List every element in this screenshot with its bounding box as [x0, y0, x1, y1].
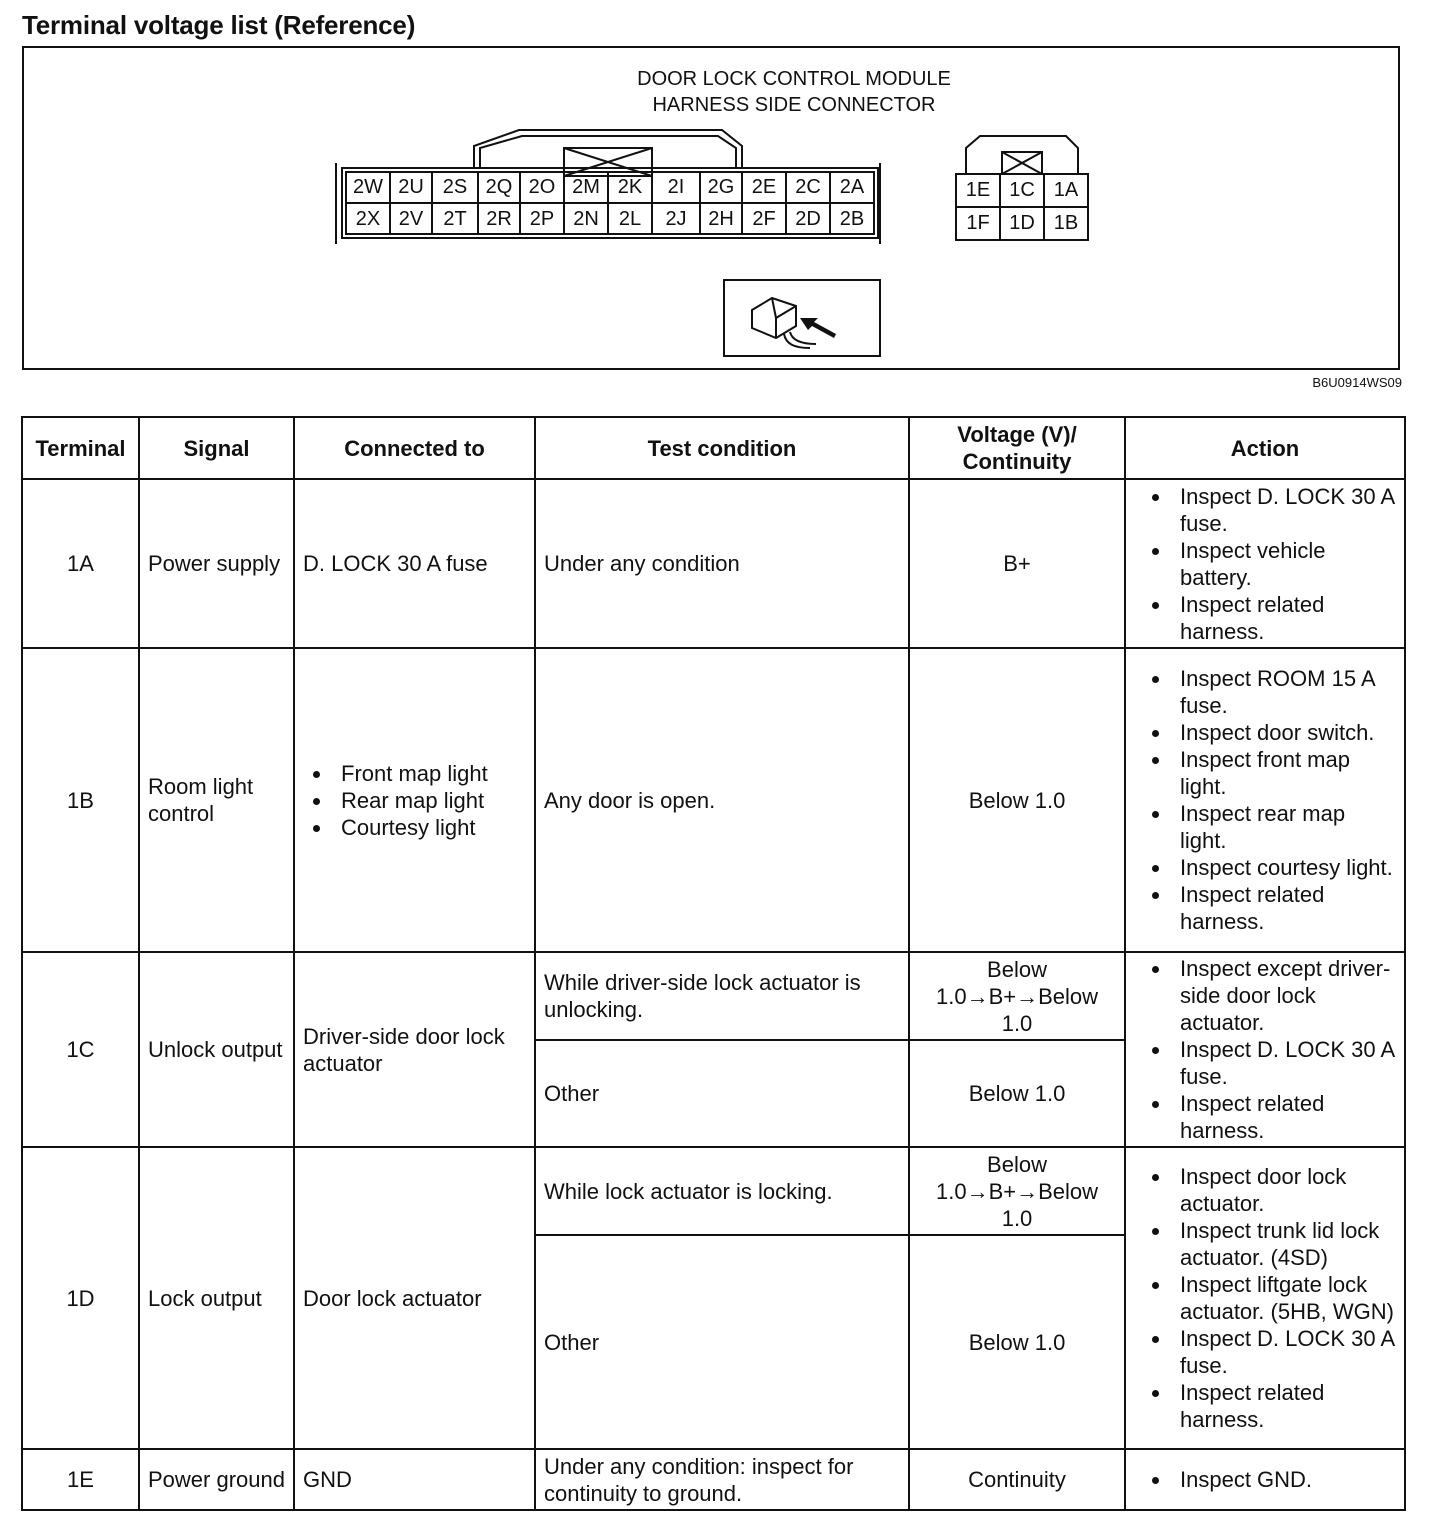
pin-label: 1E — [965, 179, 991, 201]
pin-label: 1B — [1053, 212, 1079, 234]
pin-label: 2S — [442, 176, 468, 198]
action-cell — [1125, 648, 1405, 952]
action-item: • Inspect courtesy light. — [1172, 854, 1396, 881]
table-row — [22, 648, 1405, 952]
condition-cell: While driver-side lock actuator is unlocking. — [535, 952, 909, 1040]
pin-label: 2O — [528, 176, 556, 198]
pin-label: 2F — [752, 208, 776, 230]
signal-cell: Room light control — [139, 648, 294, 952]
condition-cell: Under any condition: inspect for continuity to ground. — [535, 1449, 909, 1510]
header-test-condition: Test condition — [535, 417, 909, 479]
connector-title-line1: DOOR LOCK CONTROL MODULE — [637, 68, 951, 90]
header-voltage-line2: Continuity — [962, 449, 1072, 474]
action-item: • Inspect D. LOCK 30 A fuse. — [1172, 1036, 1396, 1090]
pin-label: 2K — [617, 176, 643, 198]
terminal-cell: 1D — [22, 1147, 139, 1449]
pin-label: 1F — [966, 212, 990, 234]
voltage-cell: Below 1.0 — [909, 1040, 1125, 1147]
connected-item: • Front map light — [333, 760, 526, 787]
pin-label: 2V — [398, 208, 424, 230]
pin-label: 2L — [618, 208, 642, 230]
header-signal: Signal — [139, 417, 294, 479]
pin-label: 2D — [795, 208, 821, 230]
pin-label: 2A — [839, 176, 865, 198]
connector-diagram — [22, 46, 1400, 370]
action-item: • Inspect related harness. — [1172, 591, 1396, 645]
voltage-cell: Below 1.0→B+→Below 1.0 — [909, 952, 1125, 1040]
connected-to-cell: Door lock actuator — [294, 1147, 535, 1449]
action-item: • Inspect related harness. — [1172, 1090, 1396, 1144]
condition-cell: Any door is open. — [535, 648, 909, 952]
header-voltage-line1: Voltage (V)/ — [957, 422, 1077, 447]
pin-label: 1D — [1009, 212, 1035, 234]
view-direction-icon — [724, 280, 880, 356]
action-item: • Inspect related harness. — [1172, 1379, 1396, 1433]
terminal-voltage-table — [21, 416, 1406, 1511]
condition-cell: While lock actuator is locking. — [535, 1147, 909, 1235]
pin-label: 1A — [1053, 179, 1079, 201]
header-voltage — [909, 417, 1125, 479]
connected-to-cell: D. LOCK 30 A fuse — [294, 479, 535, 648]
table-row — [22, 1147, 1405, 1235]
pin-label: 2C — [795, 176, 821, 198]
connected-item: • Courtesy light — [333, 814, 526, 841]
condition-cell: Other — [535, 1235, 909, 1449]
signal-cell: Power supply — [139, 479, 294, 648]
header-terminal: Terminal — [22, 417, 139, 479]
connector-title-line2: HARNESS SIDE CONNECTOR — [652, 94, 936, 116]
terminal-cell: 1C — [22, 952, 139, 1147]
action-item: • Inspect front map light. — [1172, 746, 1396, 800]
action-item: • Inspect ROOM 15 A fuse. — [1172, 665, 1396, 719]
pin-label: 2U — [398, 176, 424, 198]
action-cell — [1125, 479, 1405, 648]
terminal-cell: 1E — [22, 1449, 139, 1510]
action-item: • Inspect trunk lid lock actuator. (4SD) — [1172, 1217, 1396, 1271]
voltage-cell: Below 1.0→B+→Below 1.0 — [909, 1147, 1125, 1235]
page-title: Terminal voltage list (Reference) — [22, 10, 416, 40]
table-row — [22, 1449, 1405, 1510]
action-item: • Inspect related harness. — [1172, 881, 1396, 935]
connected-to-cell — [294, 648, 535, 952]
pin-label: 2M — [572, 176, 600, 198]
action-item: • Inspect D. LOCK 30 A fuse. — [1172, 483, 1396, 537]
action-item: • Inspect rear map light. — [1172, 800, 1396, 854]
pin-label: 2Q — [485, 176, 513, 198]
table-row — [22, 952, 1405, 1040]
figure-code: B6U0914WS09 — [1312, 375, 1402, 390]
voltage-cell: Continuity — [909, 1449, 1125, 1510]
pin-label: 2T — [443, 208, 467, 230]
action-item: • Inspect door switch. — [1172, 719, 1396, 746]
pin-label: 2J — [665, 208, 687, 230]
pin-label: 2B — [839, 208, 865, 230]
action-item: • Inspect door lock actuator. — [1172, 1163, 1396, 1217]
terminal-cell: 1A — [22, 479, 139, 648]
voltage-cell: Below 1.0 — [909, 648, 1125, 952]
action-item: • Inspect vehicle battery. — [1172, 537, 1396, 591]
pin-label: 2N — [573, 208, 599, 230]
pin-label: 2X — [355, 208, 381, 230]
action-cell — [1125, 1147, 1405, 1449]
header-action: Action — [1125, 417, 1405, 479]
voltage-cell: Below 1.0 — [909, 1235, 1125, 1449]
signal-cell: Lock output — [139, 1147, 294, 1449]
action-item: • Inspect D. LOCK 30 A fuse. — [1172, 1325, 1396, 1379]
pin-label: 2I — [667, 176, 685, 198]
action-cell — [1125, 952, 1405, 1147]
action-item: • Inspect liftgate lock actuator. (5HB, WGN) — [1172, 1271, 1396, 1325]
pin-label: 2E — [751, 176, 777, 198]
pin-label: 2W — [353, 176, 383, 198]
action-item: • Inspect except driver-side door lock actuator. — [1172, 955, 1396, 1036]
table-row — [22, 479, 1405, 648]
connected-to-cell: Driver-side door lock actuator — [294, 952, 535, 1147]
condition-cell: Other — [535, 1040, 909, 1147]
pin-label: 2G — [707, 176, 735, 198]
signal-cell: Unlock output — [139, 952, 294, 1147]
table-header-row — [22, 417, 1405, 479]
pin-label: 2P — [529, 208, 555, 230]
connected-item: • Rear map light — [333, 787, 526, 814]
pin-label: 2H — [708, 208, 734, 230]
header-connected-to: Connected to — [294, 417, 535, 479]
action-cell — [1125, 1449, 1405, 1510]
signal-cell: Power ground — [139, 1449, 294, 1510]
pin-label: 1C — [1009, 179, 1035, 201]
pin-label: 2R — [486, 208, 512, 230]
voltage-cell: B+ — [909, 479, 1125, 648]
action-item: • Inspect GND. — [1172, 1466, 1396, 1493]
condition-cell: Under any condition — [535, 479, 909, 648]
connected-to-cell: GND — [294, 1449, 535, 1510]
terminal-cell: 1B — [22, 648, 139, 952]
